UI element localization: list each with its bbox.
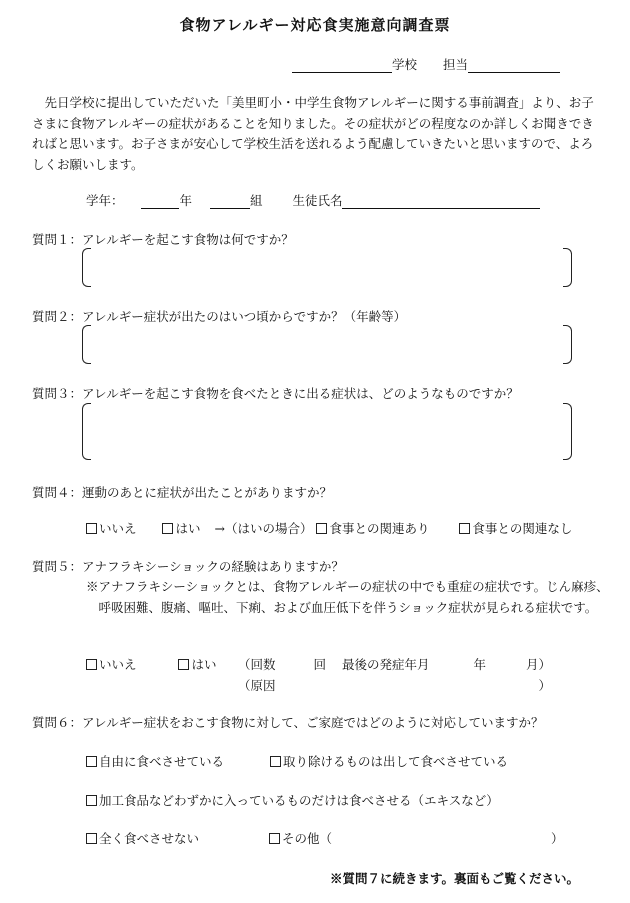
question-5: 質問５：アナフラキシーショックの経験はありますか？	[32, 559, 344, 574]
staff-label: 担当	[442, 57, 468, 72]
count-label: （回数	[238, 657, 276, 672]
q5-count-line	[238, 655, 551, 673]
class-field[interactable]	[210, 194, 250, 209]
question-4: 質問４：運動のあとに症状が出たことがありますか？	[32, 485, 333, 500]
q6-free-option[interactable]	[86, 754, 224, 769]
q4-yes-label: はい	[175, 521, 201, 536]
q6-remove-option[interactable]	[270, 754, 508, 769]
q5-yes-option[interactable]	[178, 657, 216, 672]
staff-name-field[interactable]	[468, 58, 560, 73]
q6-remove-label: 取り除けるものは出して食べさせている	[282, 754, 508, 769]
q6-other-label: その他（	[281, 831, 332, 846]
year-label: 年	[179, 193, 192, 208]
q4-unrelated-option[interactable]	[459, 521, 572, 536]
checkbox-icon[interactable]	[86, 795, 97, 806]
answer-2-bracket-right	[563, 325, 572, 364]
cause-close: ）	[538, 678, 552, 693]
cause-label: （原因	[238, 678, 276, 693]
school-label: 学校	[392, 57, 418, 72]
month-label: 月）	[526, 657, 552, 672]
answer-2-bracket-left	[82, 325, 91, 364]
checkbox-icon[interactable]	[86, 833, 97, 844]
q6-other-option[interactable]	[269, 831, 332, 846]
q6-other-close: ）	[551, 831, 564, 846]
year-label: 年	[473, 657, 487, 672]
q4-related-label: 食事との関連あり	[329, 521, 430, 536]
answer-1-bracket-right	[563, 248, 572, 287]
checkbox-icon[interactable]	[178, 659, 189, 670]
q4-unrelated-label: 食事との関連なし	[472, 521, 573, 536]
q6-row-3	[86, 829, 332, 847]
q6-processed-option[interactable]	[86, 793, 499, 808]
q4-no-label: いいえ	[99, 521, 137, 536]
q6-row-2	[86, 791, 499, 809]
q6-processed-label: 加工食品などわずかに入っているものだけは食べさせる（エキスなど）	[99, 793, 499, 808]
q4-related-option[interactable]	[316, 521, 429, 536]
anaphylaxis-note: ※アナフラキシーショックとは、食物アレルギーの症状の中でも重症の症状です。じん麻疹、呼吸困難、腹痛、嘔吐、下痢、および血圧低下を伴うショック症状が見られる症状です。	[86, 579, 609, 615]
checkbox-icon[interactable]	[270, 756, 281, 767]
checkbox-icon[interactable]	[86, 756, 97, 767]
student-info-line	[86, 191, 540, 209]
answer-3-bracket-left	[82, 403, 91, 460]
q4-options	[86, 519, 572, 537]
grade-label: 学年：	[86, 193, 124, 208]
checkbox-icon[interactable]	[86, 659, 97, 670]
last-onset-label: 最後の発症年月	[342, 657, 430, 672]
q4-arrow-text: →（はいの場合）	[214, 521, 313, 536]
count-unit: 回	[313, 657, 327, 672]
checkbox-icon[interactable]	[162, 523, 173, 534]
answer-2-field[interactable]	[92, 327, 560, 361]
checkbox-icon[interactable]	[86, 523, 97, 534]
checkbox-icon[interactable]	[316, 523, 327, 534]
q5-no-label: いいえ	[99, 657, 137, 672]
student-name-label: 生徒氏名	[292, 193, 343, 208]
checkbox-icon[interactable]	[269, 833, 280, 844]
grade-year-field[interactable]	[141, 194, 179, 209]
answer-3-field[interactable]	[92, 405, 560, 457]
student-name-field[interactable]	[342, 194, 540, 209]
school-name-field[interactable]	[292, 58, 392, 73]
answer-3-bracket-right	[563, 403, 572, 460]
q6-other-field[interactable]	[340, 829, 548, 845]
question-1: 質問１：アレルギーを起こす食物は何ですか？	[32, 232, 294, 247]
q5-no-option[interactable]	[86, 657, 137, 672]
answer-1-field[interactable]	[92, 250, 560, 284]
question-2: 質問２：アレルギー症状が出たのはいつ頃からですか？（年齢等）	[32, 309, 407, 324]
q4-yes-option[interactable]	[162, 521, 200, 536]
q4-no-option[interactable]	[86, 521, 137, 536]
footer-note: ※質問７に続きます。裏面もご覧ください。	[330, 871, 580, 886]
q6-row-1	[86, 752, 508, 770]
page-title: 食物アレルギー対応食実施意向調査票	[179, 16, 451, 34]
q6-none-label: 全く食べさせない	[99, 831, 200, 846]
q5-options	[86, 655, 217, 673]
intro-paragraph: 先日学校に提出していただいた「美里町小・中学生食物アレルギーに関する事前調査」より、お子さまに食物アレルギーの症状があることを知りました。その症状がどの程度なのか詳しくお聞きできればと思います。お子さまが安心して学校生活を送れるよう配慮していきたいと思いますので、よろしくお願いします。	[32, 95, 594, 172]
q5-yes-label: はい	[191, 657, 217, 672]
answer-1-bracket-left	[82, 248, 91, 287]
checkbox-icon[interactable]	[459, 523, 470, 534]
question-3: 質問３：アレルギーを起こす食物を食べたときに出る症状は、どのようなものですか？	[32, 386, 519, 401]
q6-none-option[interactable]	[86, 831, 199, 846]
q6-free-label: 自由に食べさせている	[99, 754, 225, 769]
question-6: 質問６：アレルギー症状をおこす食物に対して、ご家庭ではどのように対応していますか？	[32, 715, 544, 730]
school-staff-line	[292, 55, 560, 73]
class-label: 組	[249, 193, 263, 208]
q5-cause-line	[238, 676, 551, 694]
